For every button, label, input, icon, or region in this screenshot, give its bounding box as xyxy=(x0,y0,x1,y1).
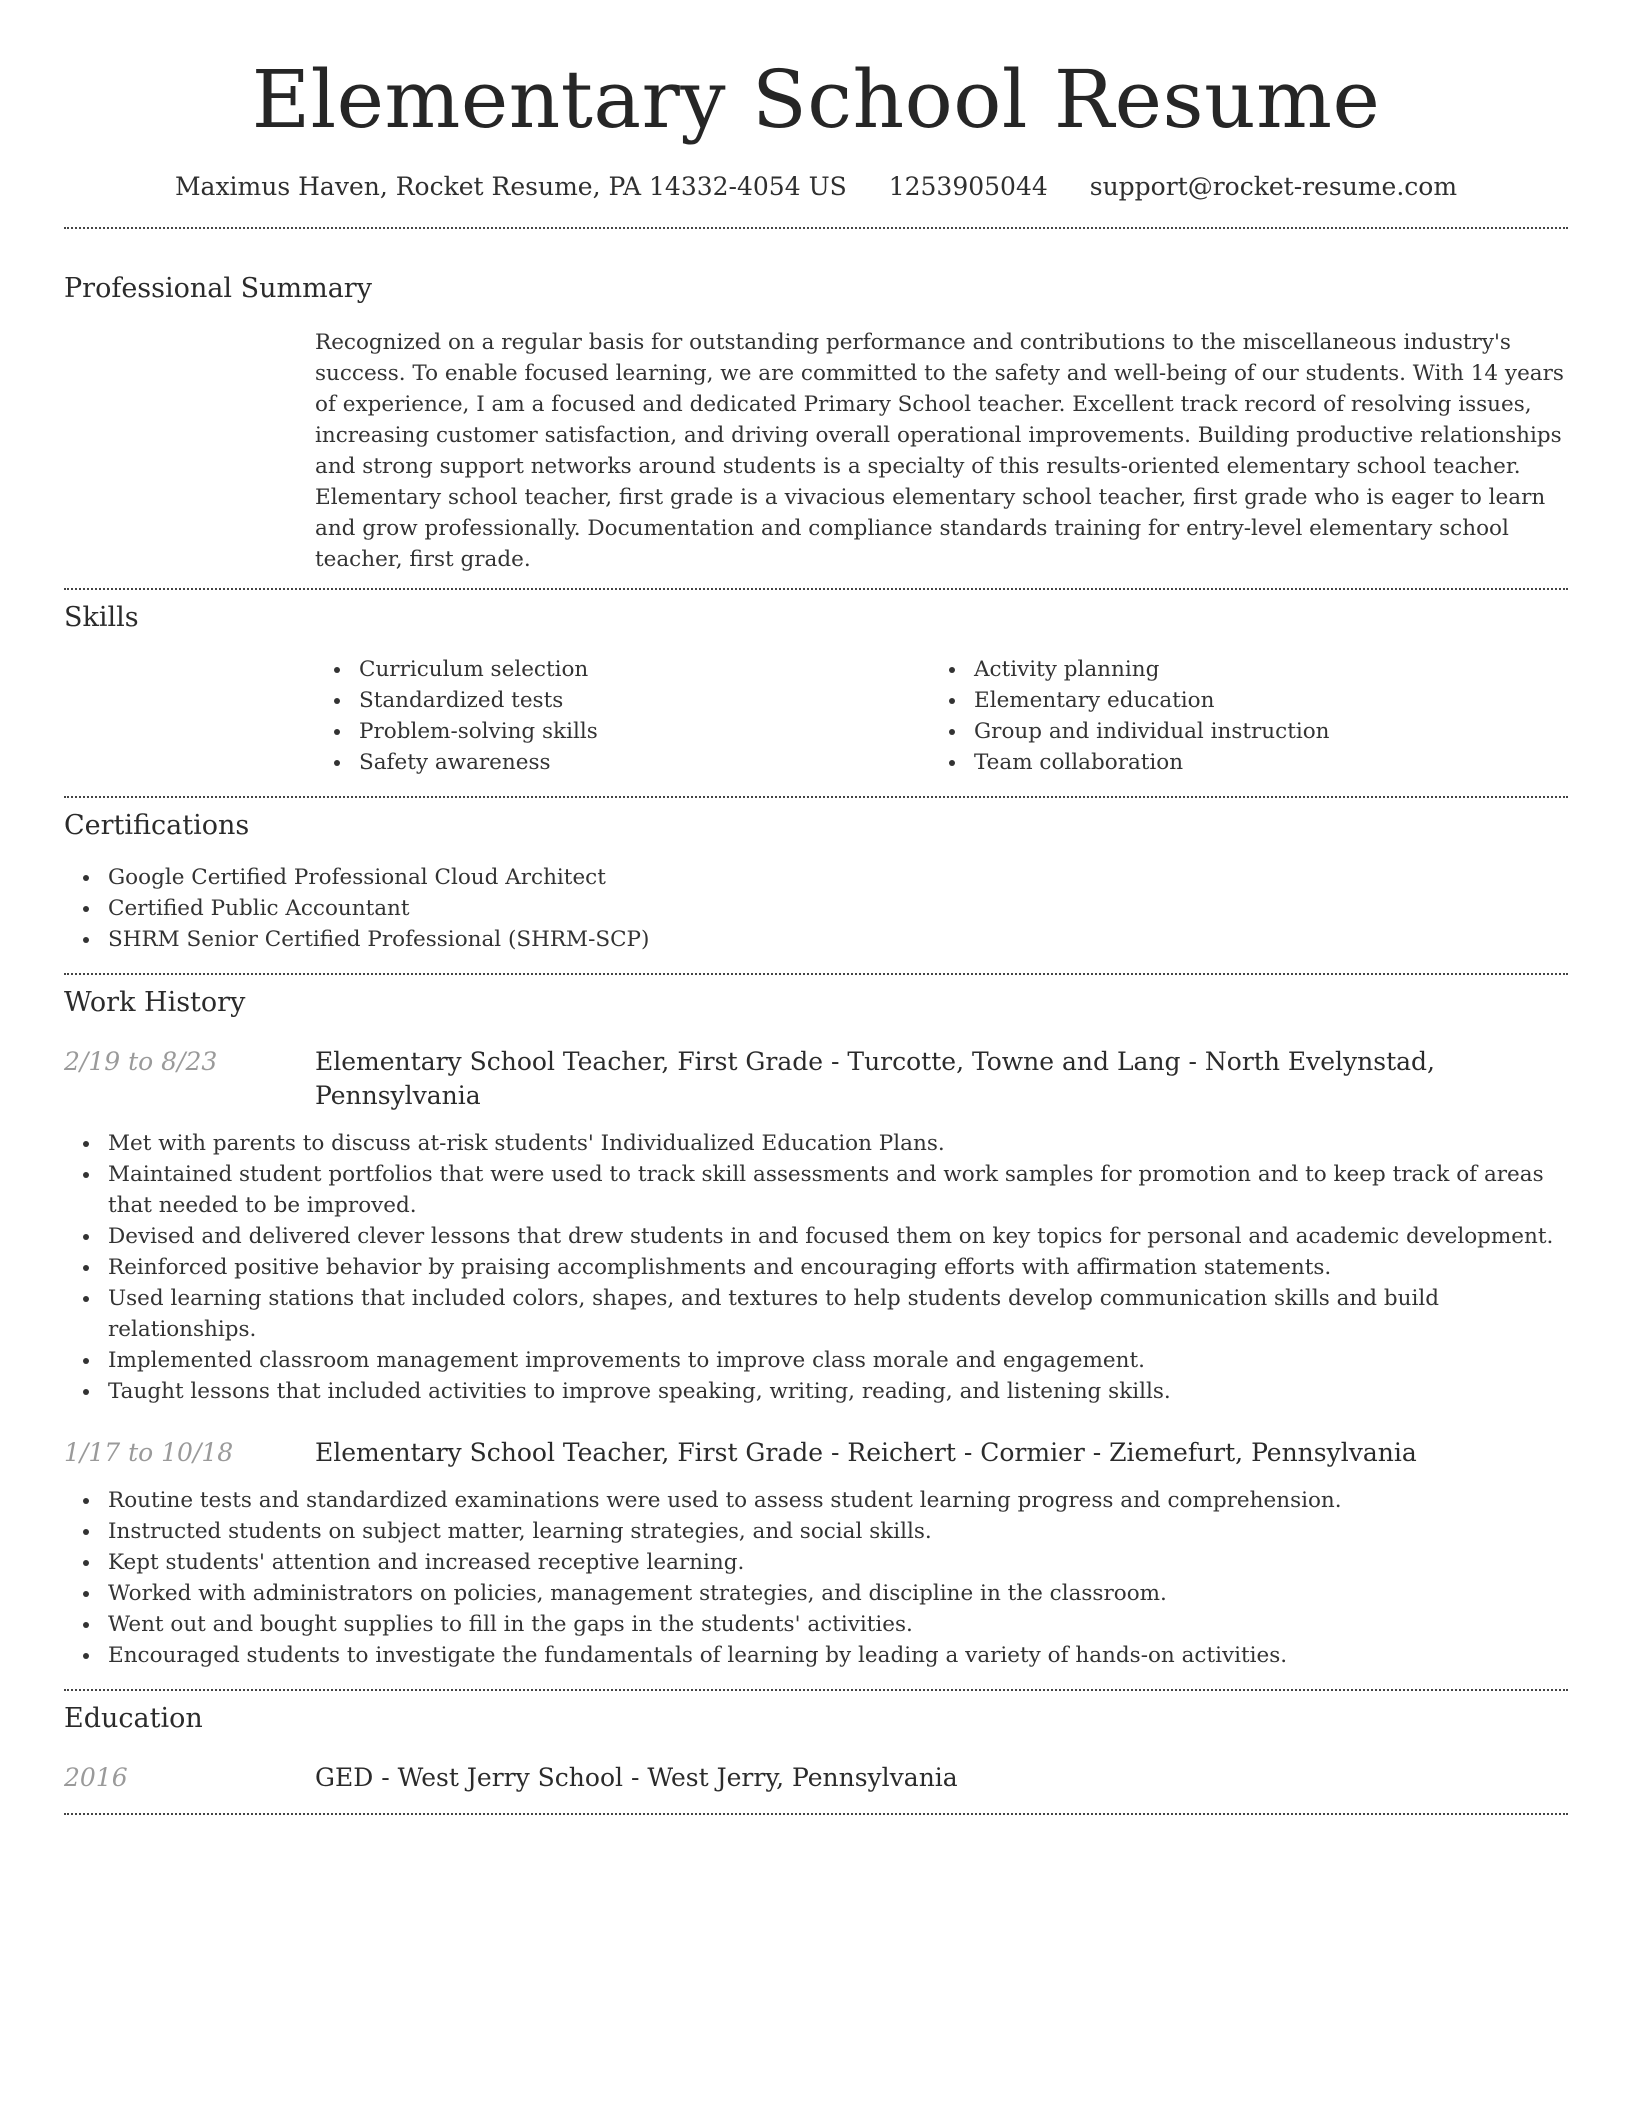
certification-item: Certified Public Accountant xyxy=(64,893,1568,924)
education-dates: 2016 xyxy=(64,1763,128,1792)
contact-line xyxy=(64,170,1568,204)
job-bullet: Routine tests and standardized examinations were used to assess student learning progress and comprehension. xyxy=(64,1485,1568,1516)
job-bullets xyxy=(64,1485,1568,1671)
job-entry xyxy=(64,1045,1568,1407)
job-bullet: Met with parents to discuss at-risk students' Individualized Education Plans. xyxy=(64,1128,1568,1159)
divider xyxy=(64,1689,1568,1691)
certification-item: SHRM Senior Certified Professional (SHRM-SCP) xyxy=(64,924,1568,955)
job-bullet: Implemented classroom management improvements to improve class morale and engagement. xyxy=(64,1345,1568,1376)
skills-column-left xyxy=(315,654,930,778)
skill-item: Activity planning xyxy=(930,654,1545,685)
job-bullet: Used learning stations that included colors, shapes, and textures to help students develop communication skills and build relationships. xyxy=(64,1283,1568,1345)
job-dates: 2/19 to 8/23 xyxy=(64,1047,218,1076)
job-title: Elementary School Teacher, First Grade - Reichert - Cormier - Ziemefurt, Pennsylvania xyxy=(315,1438,1417,1467)
job-bullet: Maintained student portfolios that were used to track skill assessments and work samples for promotion and to keep track of areas that needed to be improved. xyxy=(64,1159,1568,1221)
job-bullet: Encouraged students to investigate the fundamentals of learning by leading a variety of hands-on activities. xyxy=(64,1640,1568,1671)
resume-page xyxy=(64,0,1568,1815)
job-bullet: Kept students' attention and increased receptive learning. xyxy=(64,1547,1568,1578)
job-entry xyxy=(64,1436,1568,1671)
skill-item: Standardized tests xyxy=(315,685,930,716)
section-heading-education: Education xyxy=(64,1703,203,1734)
education-entry xyxy=(64,1761,1568,1795)
skill-item: Elementary education xyxy=(930,685,1545,716)
skill-item: Group and individual instruction xyxy=(930,716,1545,747)
job-bullets xyxy=(64,1128,1568,1407)
section-heading-summary: Professional Summary xyxy=(64,273,372,304)
certification-item: Google Certified Professional Cloud Architect xyxy=(64,862,1568,893)
contact-email: support@rocket-resume.com xyxy=(1089,172,1458,201)
skill-item: Team collaboration xyxy=(930,747,1545,778)
certifications-list xyxy=(64,862,1568,955)
contact-address: Maximus Haven, Rocket Resume, PA 14332-4054 US xyxy=(174,172,847,201)
job-bullet: Went out and bought supplies to fill in the gaps in the students' activities. xyxy=(64,1609,1568,1640)
section-heading-certifications: Certifications xyxy=(64,810,250,841)
job-title: Elementary School Teacher, First Grade - Turcotte, Towne and Lang - North Evelynstad, Pennsylvania xyxy=(315,1047,1435,1110)
summary-text: Recognized on a regular basis for outstanding performance and contributions to the miscellaneous industry's success. To enable focused learning, we are committed to the safety and well-being of our students. With 14 years of experience, I am a focused and dedicated Primary School teacher. Excellent track record of resolving issues, increasing customer satisfaction, and driving overall operational improvements. Building productive relationships and strong support networks around students is a specialty of this results-oriented elementary school teacher. Elementary school teacher, first grade is a vivacious elementary school teacher, first grade who is eager to learn and grow professionally. Documentation and compliance standards training for entry-level elementary school teacher, first grade. xyxy=(315,330,1564,572)
divider xyxy=(64,1813,1568,1815)
job-bullet: Instructed students on subject matter, learning strategies, and social skills. xyxy=(64,1516,1568,1547)
contact-phone: 1253905044 xyxy=(888,172,1048,201)
section-heading-work-history: Work History xyxy=(64,987,246,1018)
job-dates: 1/17 to 10/18 xyxy=(64,1438,234,1467)
divider xyxy=(64,227,1568,229)
divider xyxy=(64,973,1568,975)
resume-title: Elementary School Resume xyxy=(251,53,1381,146)
job-bullet: Reinforced positive behavior by praising accomplishments and encouraging efforts with affirmation statements. xyxy=(64,1252,1568,1283)
section-heading-skills: Skills xyxy=(64,602,139,633)
job-bullet: Taught lessons that included activities to improve speaking, writing, reading, and listening skills. xyxy=(64,1376,1568,1407)
skills-list xyxy=(315,654,1568,778)
job-bullet: Devised and delivered clever lessons that drew students in and focused them on key topics for personal and academic development. xyxy=(64,1221,1568,1252)
skill-item: Safety awareness xyxy=(315,747,930,778)
divider xyxy=(64,588,1568,590)
job-bullet: Worked with administrators on policies, management strategies, and discipline in the classroom. xyxy=(64,1578,1568,1609)
skill-item: Curriculum selection xyxy=(315,654,930,685)
divider xyxy=(64,796,1568,798)
education-title: GED - West Jerry School - West Jerry, Pennsylvania xyxy=(315,1763,958,1792)
skills-column-right xyxy=(930,654,1545,778)
skill-item: Problem-solving skills xyxy=(315,716,930,747)
